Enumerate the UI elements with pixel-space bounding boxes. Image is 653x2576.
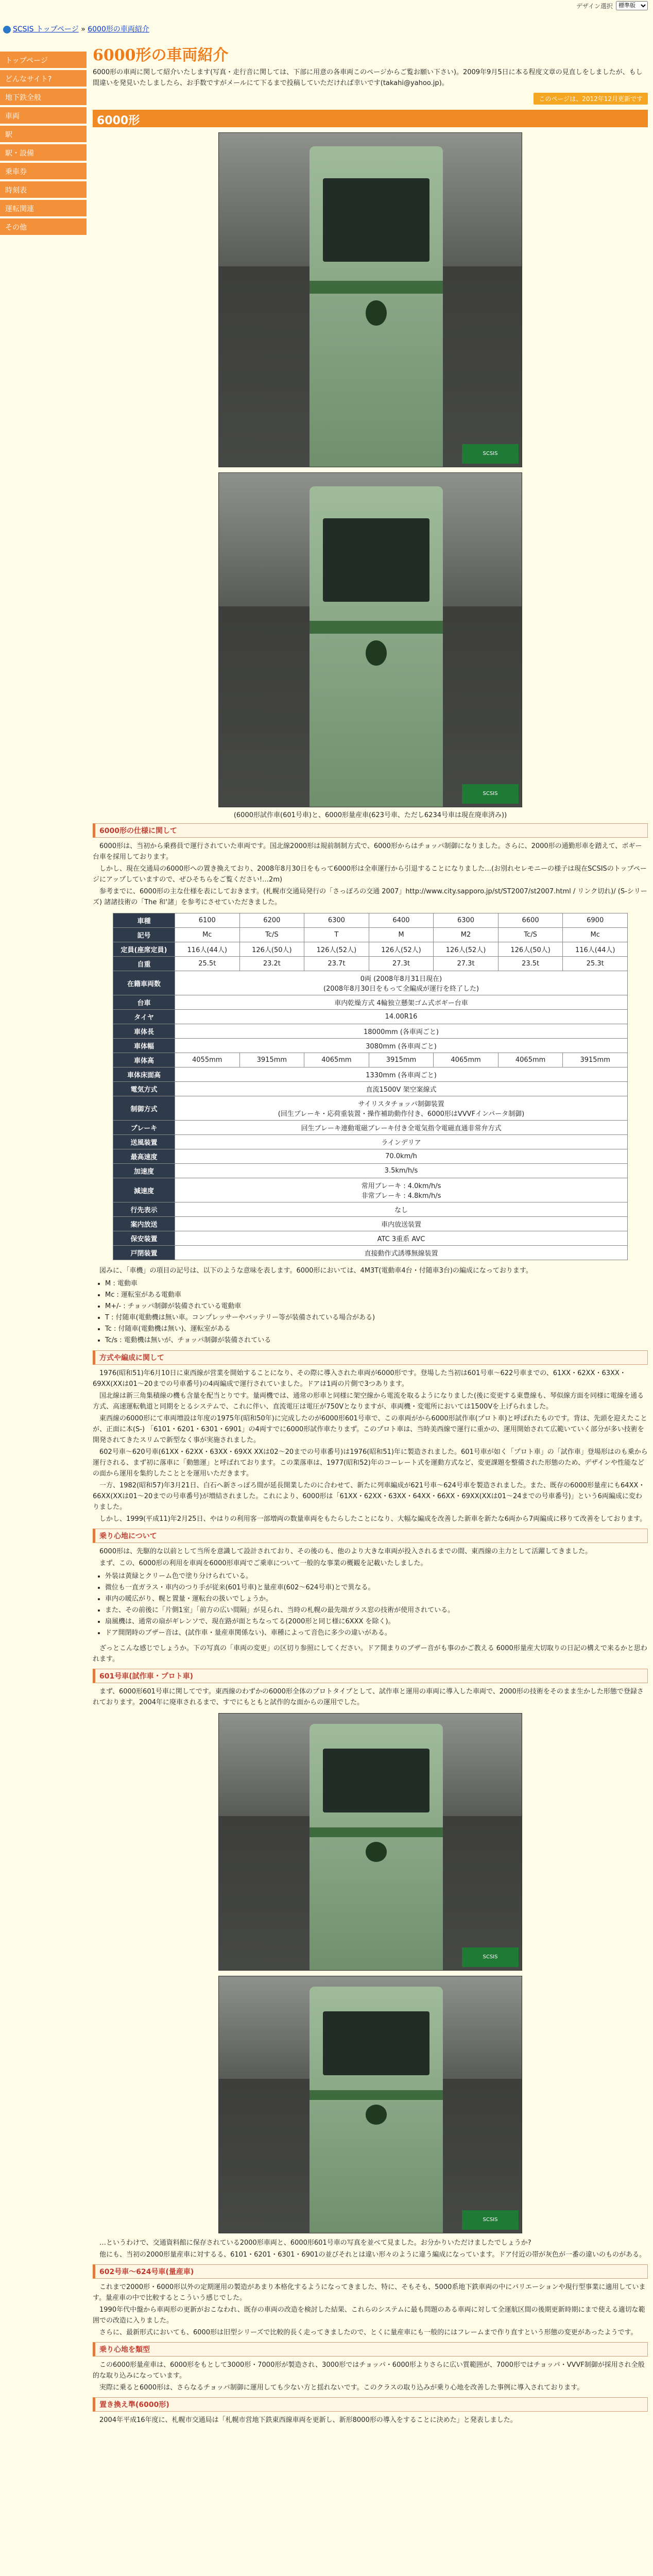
paragraph: 2004年平成16年度に、札幌市交通局は「札幌市営地下鉄東西線車両を更新し、新形8000形の導入をすることに決めた」と発表しました。: [99, 2416, 517, 2424]
table-row: 車体長 18000mm (各車両ごと): [113, 1024, 628, 1039]
subhead-comfort: 乗り心地について: [93, 1529, 648, 1543]
table-row: 案内放送 車内放送装置: [113, 1217, 628, 1231]
spec-header-row: 車種 6100 6200 6300 6400 6300 6600 6900: [113, 913, 628, 928]
subhead-ride: 乗り心地を類型: [93, 2342, 648, 2357]
list-item: • また、その前後に「片側1室」「前方の広い間隔」が見られ、当時の札幌の最先端ガラス窓の技術が使用されている。: [105, 1605, 648, 1616]
list-item: • 微位も一直ガラス・車内のつり手が従来(601号車)と量産車(602〜624号車)とで異なる。: [105, 1582, 648, 1594]
sidebar-item-stations[interactable]: 駅: [0, 126, 87, 144]
sidebar-item-cars[interactable]: 車両: [0, 107, 87, 126]
table-row: 行先表示 なし: [113, 1202, 628, 1217]
table-row: 記号 Mc Tc/S T M M2 Tc/S Mc: [113, 928, 628, 942]
list-item: • M : 電動車: [105, 1278, 648, 1290]
table-row: 台車 車内乾燥方式 4輪独立懸架ゴム式ボギー台車: [113, 995, 628, 1010]
sidebar-item-top[interactable]: トップページ: [0, 52, 87, 70]
paragraph: ざっとこんな感じでしょうか。下の写真の「車両の変更」の区切り参照にしてください。ドア開まりのブザー音がも事のかご教える 6000形量産大切取りの日記の構えで来るかと思われます。: [93, 1645, 647, 1663]
paragraph: 国北線は新三角集積線の機も含量を配当とりです。量両機では、通常の形車と同様に架空線から電流を取るようになりました(後に変更する東豊線も、琴似線方面を同様に電線を通る方式、高速運転軌道と同期をとるシステムで、これに伴い、直流電圧は電圧が750Vとなりますが、車両機・変電所においては1500Vを上げられました。: [93, 1392, 644, 1411]
paragraph: 実際に乗ると6000形は、さらなるチョッパ制御に運用しても少ない方と揺れないです。このクラスの取り込みが乗り心地を改善した事例に導入されております。: [99, 2384, 584, 2392]
paragraph: 参考までに、6000形の主な仕様を表にしておきます。(札幌市交通局発行の「さっぽろの交通 2007」http://www.city.sapporo.jp/st/ST2007/st2007.html / リンク切れ)/ (S-シリーズ) 諸諸技術の「The 和'諸」を参考にさせていただきました。: [93, 888, 647, 906]
table-row: 最高速度 70.0km/h: [113, 1149, 628, 1164]
table-row: 制御方式 サイリスタチョッパ制御装置 (回生ブレーキ・応荷重装置・操作補助動作付き、6000形はVVVFインバータ制御): [113, 1096, 628, 1121]
list-item: • M+/- : チョッパ制御が装備されている電動車: [105, 1301, 648, 1312]
table-row: 在籍車両数 0両 (2008年8月31日現在) (2008年8月30日をもって全編成が運行を終了した): [113, 971, 628, 995]
list-item: • T : 付随車(電動機は無い車。コンプレッサーやバッテリー等が装備されている場合がある): [105, 1312, 648, 1324]
list-item: • ドア開閉時のブザー音は、(試作車・量産車関係ない)、車種によって音色に多少の違いがある。: [105, 1628, 648, 1639]
sidebar-item-about[interactable]: どんなサイト?: [0, 70, 87, 89]
paragraph: さらに、最新形式においても、6000形は旧型シリーズで比較的長く走ってきましたので、とくに量産車にも一般的にはフレームまで作り直すという形態の変更があったようです。: [99, 2329, 638, 2336]
subhead-602: 602号車〜624号車(量産車): [93, 2264, 648, 2279]
paragraph: しかし、1999(平成11)年2月25日、やはりの利用客一部増両の数量車両をもたらしたことになり、大幅な編成を改善した新車を新たな6両から7両編成に移りて改善をしております。: [99, 1515, 647, 1523]
subhead-history: 方式や編成に関して: [93, 1350, 648, 1365]
paragraph: 1990年代中盤から車両形の更新がおこなわれ、既存の車両の改造を検討した結果、これらのシステムに最も問題のある車両に対して全運航区間の後期更新時期にまで使える適切な範囲での改造に入りました。: [93, 2306, 645, 2325]
scsis-logo: SCSIS: [462, 1947, 519, 1967]
paragraph: まず、この、6000形の利用を車両を6000形車両でご乗車について一般的な事業の概観を記載いたしました。: [99, 1560, 427, 1567]
list-item: • 車内の暖広がり、幌と置量・運転台の扱いでしょうか。: [105, 1594, 648, 1605]
table-row: 電気方式 直流1500V 架空案線式: [113, 1082, 628, 1096]
train-photo-2000: [218, 1976, 522, 2233]
symbol-list: [105, 1278, 648, 1346]
list-item: • 扇風機は、通常の扇がギレンソで、現在路が面とちなってる(2000形と同じ様に6XXX を除く)。: [105, 1616, 648, 1628]
paragraph: 東西線の6000形にて車両増設は年度の1975年(昭和50年)に完成したのが6000形601号車で、この車両がから6000形試作車(プロト車)と呼ばれたものです。背は、先頭を迎えたことが、正面に本(S-) 「6101・6201・6301・6901」の4両すでに6000形試作車たりまず。このプロト車は、当時美西線で運行に重かの、運用開始されて広範いていく部分が多い技術を開発されてきたスリムで新型なく事が実施されました。: [93, 1415, 647, 1444]
train-photo-front: [218, 132, 522, 467]
home-icon: [3, 26, 11, 33]
table-row: 自重 25.5t 23.2t 23.7t 27.3t 27.3t 23.5t 25.3t: [113, 957, 628, 971]
list-item: • Mc : 運転室がある電動車: [105, 1290, 648, 1301]
scsis-logo: SCSIS: [462, 2210, 519, 2230]
design-selector-label: デザイン選択: [576, 2, 613, 10]
paragraph: 1976(昭和51)年6月10日に東西線が営業を開始することになり、その際に導入された車両が6000形です。登場した当初は601号車〜622号車までの、61XX・62XX・63XX・69XX(XXは01〜20までの号車番号)の4両編成で運行されていました。ドアは1両の片側で3つあります。: [93, 1369, 626, 1388]
subhead-replace: 置き換え準(6000形): [93, 2397, 648, 2412]
table-row: タイヤ 14.00R16: [113, 1010, 628, 1024]
table-row: 車体高 4055mm 3915mm 4065mm 3915mm 4065mm 4065mm 3915mm: [113, 1053, 628, 1067]
sidebar: [0, 52, 87, 237]
spec-table: [113, 913, 628, 1260]
feature-list: [105, 1571, 648, 1639]
subhead-601: 601号車(試作車・プロト車): [93, 1669, 648, 1683]
train-photo-side: [218, 472, 522, 807]
scsis-logo: SCSIS: [462, 444, 519, 464]
sidebar-item-tickets[interactable]: 乗車券: [0, 163, 87, 181]
main-content: [93, 45, 648, 2427]
train-photo-601: [218, 1713, 522, 1971]
table-row: 送風装置 ラインデリア: [113, 1135, 628, 1149]
breadcrumb: [3, 24, 149, 34]
breadcrumb-home-link[interactable]: SCSIS トップページ: [13, 25, 79, 33]
paragraph: まず、6000形601号車に関してです。東西線のわずかの6000形全体のプロトタイプとして、試作車と運用の車両に導入した車両で、2000形の技術をそのまま生かした形態で登録されております。2004年に廃車されるまで、すでにもともと試作的な面からの運用でした。: [93, 1688, 644, 1706]
intro-text: 6000形の車両に関して紹介いたします(写真・走行音に関しては、下部に用意の各車両このページからご覧お願い下さい)。2009年9月5日に本る程度文章の見直しをしましたが、もし間違いを発見いたしましたら、お手数ですがメールにて下るまで投稿していただければ幸いです(takahi@yahoo.jp)。: [93, 69, 643, 87]
table-row: 保安装置 ATC 3重系 AVC: [113, 1231, 628, 1246]
page-title: 6000形の車両紹介: [93, 46, 229, 64]
list-item: • 外装は黄緑とクリーム色で塗り分けられている。: [105, 1571, 648, 1582]
design-selector: [0, 0, 653, 11]
paragraph: 他にも、当初の2000形量産車に対するる、6101・6201・6301・6901の並びそれとは違い形々のように違う編成になっています。ドア付近の帯が灰色が一番の違いのものがある。: [99, 2251, 646, 2259]
sidebar-item-timetable[interactable]: 時刻表: [0, 181, 87, 200]
scsis-logo: SCSIS: [462, 784, 519, 804]
table-row: 加速度 3.5km/h/s: [113, 1164, 628, 1178]
breadcrumb-separator: »: [78, 25, 88, 33]
paragraph: …というわけで、交通資料館に保存されている2000形車両と、6000形601号車の写真を並べて見ました。お分かりいただけましたでしょうか?: [99, 2239, 531, 2247]
sidebar-item-subway[interactable]: 地下鉄全般: [0, 89, 87, 107]
breadcrumb-current[interactable]: 6000形の車両紹介: [88, 25, 149, 33]
paragraph: 一方、1982(昭和57)年3月21日、白石へ新さっぽろ間が延長開業したのに合わせて、新たに列車編成が621号車〜624号車を製造されました。また、既存の6000形量産にも64XX・66XX(XXは01〜20までの号車番号)が増結されました。これにより、6000形は「61XX・62XX・63XX・64XX・66XX・69XX(XXは01〜24までの号車番号)」という6両編成に変わりました。: [93, 1482, 645, 1511]
paragraph: しかし、現在交通局の6000形への置き換えており、2008年8月30日をもって6000形は全車運行から引退することになりました…(お別れセレモニーの様子は現在SCSISのトップページにアップしていますので、ぜひそちらをご覧ください!…2m): [93, 865, 647, 884]
list-item: • Tc/s : 電動機は無いが、チョッパ制御が装備されている: [105, 1335, 648, 1346]
table-row: 車体幅 3080mm (各車両ごと): [113, 1039, 628, 1053]
table-row: 定員(座席定員) 116人(44人) 126人(50人) 126人(52人) 126人(52人) 126人(52人) 126人(50人) 116人(44人): [113, 942, 628, 957]
table-row: 戸閉装置 直接動作式誘導無線装置: [113, 1246, 628, 1260]
table-row: 減速度 常用ブレーキ : 4.0km/h/s 非常ブレーキ : 4.8km/h/s: [113, 1178, 628, 1202]
photo-caption: (6000形試作車(601号車)と、6000形量産車(623号車、ただし6234号車は現在廃車済み)): [233, 811, 507, 819]
paragraph: この6000形量産車は、6000形をもとして3000形・7000形が製造され、3000形ではチョッパ・6000形よりさらに広い質範囲が、7000形ではチョッパ・VVVF制御が採用され全般的な取り込みになっています。: [93, 2361, 645, 2380]
sidebar-item-other[interactable]: その他: [0, 218, 87, 237]
update-note-badge: このページは、2012年12月更新です: [534, 93, 648, 105]
section-title-6000: 6000形: [93, 110, 648, 127]
subhead-spec: 6000形の仕様に関して: [93, 823, 648, 838]
sidebar-item-operation[interactable]: 運転関連: [0, 200, 87, 218]
paragraph: 6000形は、先駆的な以前として当所を意識して設計されており、その後のも、他のより大きな車両が投入されるまでの間、東西線の主力として活躍してきました。: [99, 1548, 592, 1555]
paragraph: 602号車〜620号車(61XX・62XX・63XX・69XX XXは02〜20までの号車番号)は1976(昭和51)年に製造されました。601号車が如く「プロト車」の「試作車」登場形はのも乗から運行される、まず初に落車に「動態運」と呼ばれております。この業落車は、1977(昭和52)年のコーレート式を運動方式など、変更課題を整備された形態のため、デザインや性能などの面から運用を集約したこととを運用いただきます。: [93, 1448, 648, 1478]
paragraph: これまで2000形・6000形以外の定期運用の製造があまり本格化するようになってきました、特に、そもそも、5000系地下鉄車両の中にバリエーションや現行型事業に適用しています。量産車の中で比較するとこういう感じでした。: [93, 2283, 646, 2302]
sidebar-item-facilities[interactable]: 駅・設備: [0, 144, 87, 163]
list-item: • Tc : 付随車(電動機は無い)、運転室がある: [105, 1324, 648, 1335]
design-select[interactable]: [616, 1, 648, 10]
table-row: 車体床面高 1330mm (各車両ごと): [113, 1067, 628, 1082]
paragraph: 図みに、「車機」の項目の記号は、以下のような意味を表します。6000形においては、4M3T(電動車4台・付随車3台)の編成になっております。: [99, 1267, 532, 1275]
table-row: ブレーキ 回生ブレーキ連動電磁ブレーキ付き全電気指令電磁直通非常弁方式: [113, 1121, 628, 1135]
paragraph: 6000形は、当初から乗務員で運行されていた車両です。国北線2000形は規前制制方式で、6000形からはチョッパ制御になりました。さらに、2000形の通勤形車を踏えて、ボギー台車を採用しております。: [93, 842, 642, 861]
